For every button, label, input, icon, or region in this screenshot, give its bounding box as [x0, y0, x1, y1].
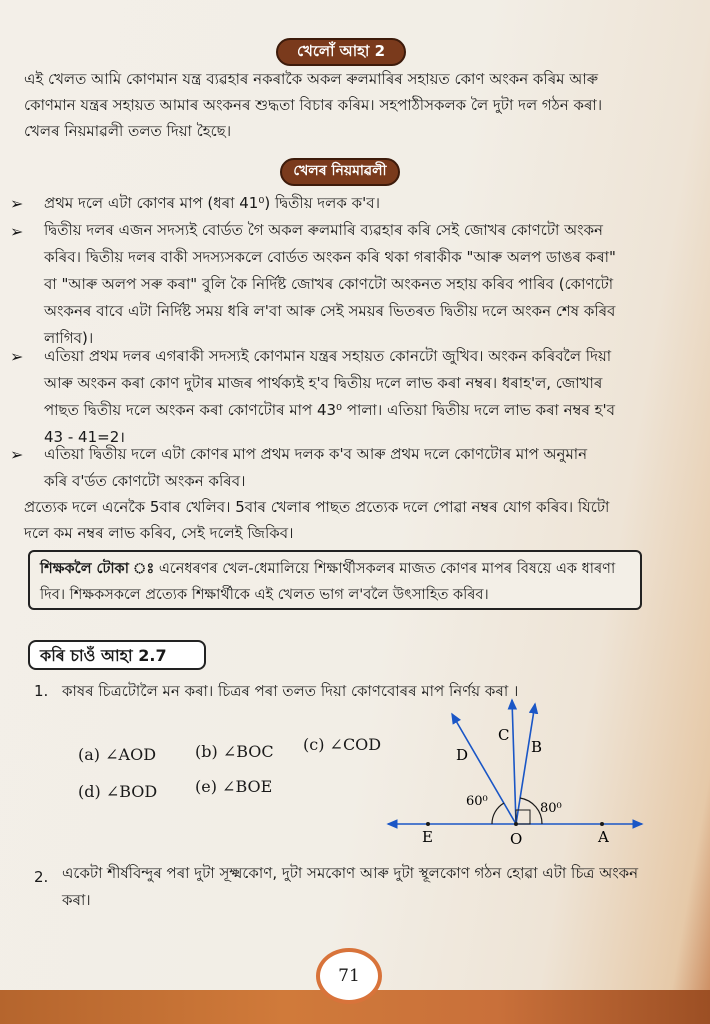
teacher-note-line-2: দিব। শিক্ষকসকলে প্ৰত্যেক শিক্ষাৰ্থীকে এই খেলত ভাগ ল'বলৈ উৎসাহিত কৰিব। [40, 587, 489, 603]
arc-80 [520, 798, 542, 824]
option-d: (d) ∠BOD [78, 782, 158, 801]
option-b: (b) ∠BOC [195, 742, 274, 761]
point-o [514, 822, 518, 826]
activity-heading: কৰি চাওঁ আহা 2.7 [28, 640, 206, 670]
rule-4-line: এতিয়া দ্বিতীয় দলে এটা কোণৰ মাপ প্ৰথম দলক ক'ব আৰু প্ৰথম দলে কোণটোৰ মাপ অনুমান [44, 445, 588, 463]
label-o: O [510, 830, 523, 848]
point-a [600, 822, 604, 826]
bullet-arrow-icon: ➢ [10, 222, 24, 241]
option-e: (e) ∠BOE [195, 777, 273, 796]
rule-2-line: কৰিব। দ্বিতীয় দলৰ বাকী সদস্যসকলে বোৰ্ডত অংকন কৰি থকা গৰাকীক "আৰু অলপ ডাঙৰ কৰা" [44, 248, 616, 266]
label-c: C [498, 726, 510, 744]
angle-figure [380, 690, 660, 850]
scoring-line-2: দলে কম নম্বৰ লাভ কৰিব, সেই দলেই জিকিব। [24, 524, 294, 542]
option-c: (c) ∠COD [303, 735, 382, 754]
angle-label-60: 60⁰ [466, 794, 488, 809]
scoring-line-1: প্ৰত্যেক দলে এনেকৈ 5বাৰ খেলিব। 5বাৰ খেলাৰ পাছত প্ৰত্যেক দলে পোৱা নম্বৰ যোগ কৰিব। যিটো [24, 498, 610, 516]
ray-ob [516, 704, 535, 824]
rule-3-line: পাছত দ্বিতীয় দলে অংকন কৰা কোণটোৰ মাপ 43⁰ পালা। এতিয়া দ্বিতীয় দলে লাভ কৰা নম্বৰ হ'ব [44, 401, 616, 419]
intro-line-1: এই খেলত আমি কোণমান যন্ত্ৰ ব্যৱহাৰ নকৰাকৈ অকল ৰুলমাৰিৰ সহায়ত কোণ অংকন কৰিম আৰু [24, 70, 599, 88]
rule-1-line: প্ৰথম দলে এটা কোণৰ মাপ (ধৰা 41⁰) দ্বিতীয় দলক ক'ব। [44, 194, 380, 212]
ray-oc [512, 700, 516, 824]
label-d: D [456, 746, 469, 764]
rule-2-line: অংকনৰ বাবে এটা নিৰ্দিষ্ট সময় ধৰি ল'বা আৰু সেই সময়ৰ ভিতৰত দ্বিতীয় দলে অংকন শেষ কৰিব [44, 302, 616, 320]
arc-60 [492, 803, 504, 824]
label-a: A [598, 828, 609, 846]
point-e [426, 822, 430, 826]
label-e: E [422, 828, 433, 846]
q2-number: 2. [34, 868, 49, 886]
option-a: (a) ∠AOD [78, 745, 157, 764]
q2-line-1: একেটা শীৰ্ষবিন্দুৰ পৰা দুটা সূক্ষ্মকোণ, দুটা সমকোণ আৰু দুটা স্থূলকোণ গঠন হোৱা এটা চিত্ৰ অংকন [62, 864, 639, 882]
rule-3-line: 43 - 41=2। [44, 428, 125, 446]
rule-2-line: দ্বিতীয় দলৰ এজন সদস্যই বোৰ্ডত গৈ অকল ৰুলমাৰি ব্যৱহাৰ কৰি সেই জোখৰ কোণটো অংকন [44, 221, 604, 239]
rule-2-line: বা "আৰু অলপ সৰু কৰা" বুলি কৈ নিৰ্দিষ্ট জোখৰ কোণটো অংকনত সহায় কৰিব পাৰিব (কোণটো [44, 275, 614, 293]
label-b: B [531, 738, 543, 756]
section-title-badge: খেলোঁ আহা 2 [276, 38, 406, 66]
bullet-arrow-icon: ➢ [10, 445, 24, 464]
q1-text: কাষৰ চিত্ৰটোলৈ মন কৰা। চিত্ৰৰ পৰা তলত দিয়া কোণবোৰৰ মাপ নিৰ্ণয় কৰা । [62, 682, 519, 700]
bullet-arrow-icon: ➢ [10, 194, 24, 213]
teacher-note-box [28, 550, 642, 610]
intro-line-2: কোণমান যন্ত্ৰৰ সহায়ত আমাৰ অংকনৰ শুদ্ধতা বিচাৰ কৰিম। সহপাঠীসকলক লৈ দুটা দল গঠন কৰা। [24, 96, 603, 114]
rule-2-line: লাগিব)। [44, 329, 94, 347]
bullet-arrow-icon: ➢ [10, 347, 24, 366]
rules-badge: খেলৰ নিয়মাৱলী [280, 158, 400, 186]
teacher-note-line-1: এনেধৰণৰ খেল-ধেমালিয়ে শিক্ষাৰ্থীসকলৰ মাজত কোণৰ মাপৰ বিষয়ে এক ধাৰণা [158, 561, 616, 577]
rule-3-line: আৰু অংকন কৰা কোণ দুটাৰ মাজৰ পাৰ্থক্যই হ'ব দ্বিতীয় দলে লাভ কৰা নম্বৰ। ধৰাহ'ল, জোখাৰ [44, 374, 603, 392]
angle-label-80: 80⁰ [540, 801, 562, 816]
intro-line-3: খেলৰ নিয়মাৱলী তলত দিয়া হৈছে। [24, 122, 232, 140]
teacher-note-label: শিক্ষকলৈ টোকা ঃ [40, 561, 155, 577]
q1-number: 1. [34, 682, 49, 700]
rule-4-line: কৰি ব'ৰ্ডত কোণটো অংকন কৰিব। [44, 472, 246, 490]
q2-line-2: কৰা। [62, 891, 91, 909]
rule-3-line: এতিয়া প্ৰথম দলৰ এগৰাকী সদস্যই কোণমান যন্ত্ৰৰ সহায়ত কোনটো জুখিব। অংকন কৰিবলৈ দিয়া [44, 347, 612, 365]
page-number: 71 [316, 948, 382, 1004]
